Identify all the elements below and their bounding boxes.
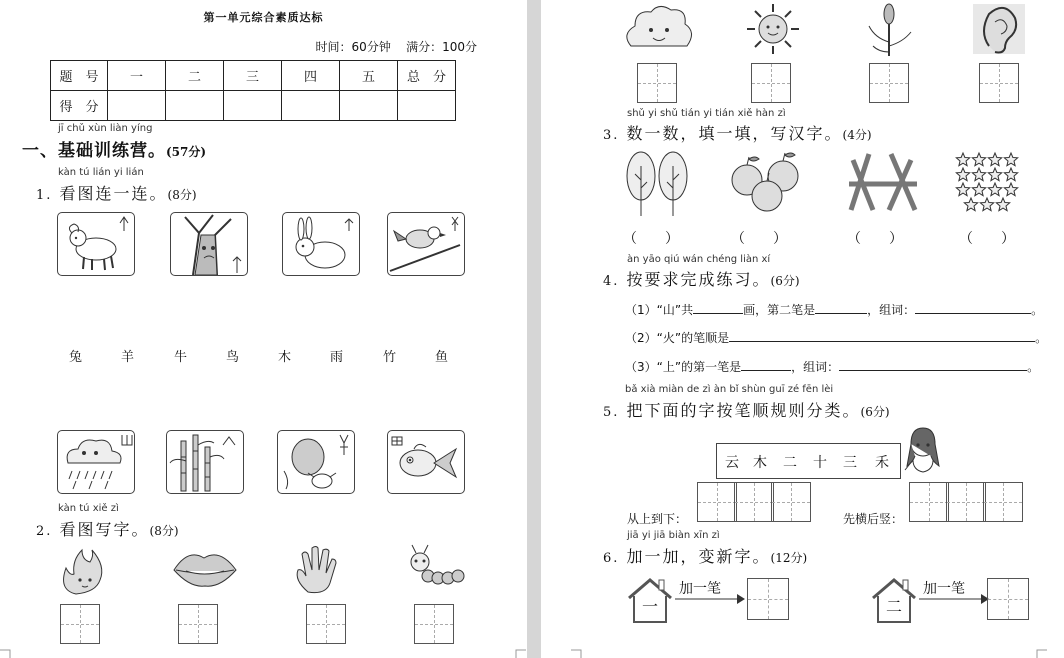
- q4-points: (6分): [770, 274, 800, 288]
- add-stroke-label: 加一笔: [679, 581, 721, 597]
- section1-pinyin: jī chǔ xùn liàn yíng: [58, 123, 153, 134]
- score-header-cell: 五: [340, 61, 398, 91]
- star-shape: [956, 168, 969, 181]
- q4-heading: [603, 267, 800, 290]
- section1-label: 一、基础训练营。: [22, 141, 166, 161]
- answer-blank[interactable]: [839, 358, 1027, 371]
- score-row-label: 得 分: [51, 91, 108, 121]
- fire-picture: [50, 544, 126, 606]
- sort-char: 二: [783, 455, 797, 471]
- tree-picture: [170, 212, 248, 276]
- q4-item-text: ，组词：: [867, 303, 916, 317]
- cow-icon: [278, 431, 354, 493]
- writing-box[interactable]: [869, 63, 909, 103]
- score-label: 满分：100分: [406, 40, 477, 54]
- crop-mark-icon: [0, 644, 14, 658]
- q4-item-text: 。: [1027, 360, 1040, 374]
- sort-box[interactable]: [734, 482, 774, 522]
- sticks-picture: [845, 150, 921, 212]
- count-answer-blank[interactable]: （ ）: [731, 231, 787, 247]
- star-shape: [1004, 183, 1017, 196]
- star-shape: [1004, 153, 1017, 166]
- q4-item-text: （1）“山”共: [625, 303, 694, 317]
- q2-label: 看图写字。: [59, 520, 150, 539]
- sort-box[interactable]: [909, 482, 949, 522]
- hand-picture: [290, 544, 366, 606]
- star-shape: [988, 168, 1001, 181]
- score-cell[interactable]: [224, 91, 282, 121]
- section1-points: (57分): [166, 145, 207, 159]
- match-word: 鱼: [435, 350, 449, 365]
- count-answer-blank[interactable]: （ ）: [623, 231, 679, 247]
- bird-icon: [388, 213, 464, 275]
- rice-plant-icon: [851, 2, 927, 56]
- trees-icon: [621, 150, 697, 216]
- q5-number: 5.: [603, 405, 620, 420]
- star-shape: [988, 153, 1001, 166]
- sort-box[interactable]: [983, 482, 1023, 522]
- top-down-label: 从上到下：: [627, 512, 688, 526]
- star-shape: [996, 198, 1009, 211]
- ear-picture: [971, 2, 1047, 64]
- crop-mark-icon: [571, 644, 585, 658]
- ear-icon: [971, 2, 1027, 56]
- rabbit-icon: [283, 213, 359, 275]
- horizontal-first-label: 先横后竖：: [843, 512, 904, 526]
- bamboo-icon: [167, 431, 243, 493]
- girl-icon: [903, 426, 943, 474]
- q4-item-2: [625, 329, 1047, 346]
- score-table-score-row: [51, 91, 456, 121]
- q4-item-text: （2）“火”的笔顺是: [625, 331, 730, 345]
- q5-points: (6分): [860, 405, 890, 419]
- cow-picture: [277, 430, 355, 494]
- star-shape: [988, 183, 1001, 196]
- house-char: 一: [642, 597, 659, 616]
- q6-label: 加一加，变新字。: [626, 547, 771, 566]
- rice-plant-picture: [851, 2, 927, 64]
- count-answer-blank[interactable]: （ ）: [959, 231, 1015, 247]
- stars-icon: [947, 150, 1023, 216]
- answer-blank[interactable]: [915, 301, 1031, 314]
- writing-box[interactable]: [178, 604, 218, 644]
- sort-char: 禾: [875, 455, 889, 471]
- match-word: 鸟: [226, 350, 240, 365]
- match-word: 牛: [174, 350, 188, 365]
- sort-box[interactable]: [946, 482, 986, 522]
- score-header-cell: 二: [166, 61, 224, 91]
- house-char: 二: [886, 597, 903, 616]
- apples-icon: [727, 150, 813, 216]
- score-header-cell: 三: [224, 61, 282, 91]
- rain-cloud-picture: [57, 430, 135, 494]
- caterpillar-icon: [400, 544, 476, 596]
- arrow-right-icon: [675, 593, 747, 605]
- q4-item-text: ，组词：: [791, 360, 840, 374]
- q4-label: 按要求完成练习。: [626, 270, 771, 289]
- q4-item-1: [625, 301, 1043, 318]
- sticks-icon: [845, 150, 921, 216]
- rain-cloud-icon: [58, 431, 134, 493]
- score-header-cell: 总 分: [398, 61, 456, 91]
- q1-label: 看图连一连。: [59, 184, 168, 203]
- match-word: 木: [278, 350, 292, 365]
- match-word: 雨: [330, 350, 344, 365]
- sheep-picture: [57, 212, 135, 276]
- crop-mark-icon: [1033, 644, 1047, 658]
- score-cell[interactable]: [340, 91, 398, 121]
- count-answer-blank[interactable]: （ ）: [847, 231, 903, 247]
- fish-icon: [388, 431, 464, 493]
- sort-box[interactable]: [771, 482, 811, 522]
- q5-label: 把下面的字按笔顺规则分类。: [626, 401, 861, 420]
- q6-heading: [603, 544, 807, 567]
- q5-pinyin: bǎ xià miàn de zì àn bǐ shùn guī zé fēn lèi: [625, 384, 834, 395]
- q1-points: (8分): [167, 188, 197, 202]
- star-shape: [980, 198, 993, 211]
- writing-box[interactable]: [751, 63, 791, 103]
- new-char-box[interactable]: [987, 578, 1029, 620]
- score-header-cell: 一: [108, 61, 166, 91]
- q2-pinyin: kàn tú xiě zì: [58, 503, 119, 514]
- answer-blank[interactable]: [693, 301, 743, 314]
- q4-item-text: （3）“上”的第一笔是: [625, 360, 742, 374]
- writing-box[interactable]: [637, 63, 677, 103]
- sun-picture: [735, 2, 811, 64]
- q3-number: 3.: [603, 128, 620, 143]
- bamboo-picture: [166, 430, 244, 494]
- page-title: 第一单元综合素质达标: [203, 11, 324, 24]
- writing-box[interactable]: [414, 604, 454, 644]
- match-word: 兔: [69, 350, 83, 365]
- fish-picture: [387, 430, 465, 494]
- q4-item-text: 。: [1035, 331, 1048, 345]
- star-shape: [972, 168, 985, 181]
- score-table-header-row: [51, 61, 456, 91]
- cloud-picture: [621, 2, 697, 64]
- q4-item-text: 画，第二笔是: [743, 303, 816, 317]
- q1-heading: [36, 181, 197, 204]
- star-shape: [956, 183, 969, 196]
- q4-pinyin: àn yāo qiú wán chéng liàn xí: [627, 254, 771, 265]
- q4-number: 4.: [603, 274, 620, 289]
- trees-picture: [621, 150, 697, 212]
- match-word: 羊: [121, 350, 135, 365]
- q6-points: (12分): [770, 551, 808, 565]
- q3-pinyin: shǔ yi shǔ tián yi tián xiě hàn zì: [627, 108, 786, 119]
- q1-number: 1.: [36, 188, 53, 203]
- q3-label: 数一数，填一填，写汉字。: [626, 124, 843, 143]
- star-shape: [956, 153, 969, 166]
- star-shape: [972, 183, 985, 196]
- time-label: 时间：60分钟: [315, 40, 391, 54]
- sort-char: 三: [843, 455, 857, 471]
- q6-pinyin: jiā yi jiā biàn xīn zì: [627, 530, 720, 541]
- hand-icon: [290, 544, 366, 596]
- left-page: [0, 0, 527, 658]
- writing-box[interactable]: [306, 604, 346, 644]
- star-shape: [964, 198, 977, 211]
- score-cell[interactable]: [398, 91, 456, 121]
- tree-icon: [171, 213, 247, 275]
- q3-heading: [603, 121, 872, 144]
- bird-picture: [387, 212, 465, 276]
- cloud-icon: [621, 2, 697, 56]
- sort-char: 木: [753, 455, 767, 471]
- score-table: [50, 60, 456, 121]
- section1-heading: [22, 136, 206, 161]
- stars-picture: [947, 150, 1023, 212]
- answer-blank[interactable]: [815, 301, 867, 314]
- star-shape: [972, 153, 985, 166]
- sheep-icon: [58, 213, 134, 275]
- add-stroke-label: 加一笔: [923, 581, 965, 597]
- crop-mark-icon: [512, 644, 526, 658]
- sort-char: 十: [813, 455, 827, 471]
- mouth-icon: [168, 544, 244, 596]
- score-cell[interactable]: [166, 91, 224, 121]
- q5-heading: [603, 398, 890, 421]
- answer-blank[interactable]: [729, 329, 1035, 342]
- time-and-score: [316, 38, 477, 55]
- q1-pinyin: kàn tú lián yi lián: [58, 167, 144, 178]
- rabbit-picture: [282, 212, 360, 276]
- right-page: [541, 0, 1064, 658]
- q6-number: 6.: [603, 551, 620, 566]
- sort-char: 云: [725, 455, 739, 471]
- score-header-cell: 四: [282, 61, 340, 91]
- q4-item-text: 。: [1031, 303, 1044, 317]
- q2-heading: [36, 517, 179, 540]
- writing-box[interactable]: [60, 604, 100, 644]
- score-cell[interactable]: [282, 91, 340, 121]
- q2-points: (8分): [149, 524, 179, 538]
- q3-points: (4分): [842, 128, 872, 142]
- character-box: [716, 443, 901, 479]
- sun-icon: [735, 2, 811, 56]
- mouth-picture: [168, 544, 244, 606]
- q2-number: 2.: [36, 524, 53, 539]
- apples-picture: [727, 150, 803, 212]
- score-header-cell: 题 号: [51, 61, 108, 91]
- writing-box[interactable]: [979, 63, 1019, 103]
- star-shape: [1004, 168, 1017, 181]
- new-char-box[interactable]: [747, 578, 789, 620]
- score-cell[interactable]: [108, 91, 166, 121]
- q4-item-3: [625, 358, 1039, 375]
- answer-blank[interactable]: [741, 358, 791, 371]
- match-word: 竹: [383, 350, 397, 365]
- fire-icon: [50, 544, 126, 596]
- sort-box[interactable]: [697, 482, 737, 522]
- arrow-right-icon: [919, 593, 991, 605]
- bug-picture: [400, 544, 476, 606]
